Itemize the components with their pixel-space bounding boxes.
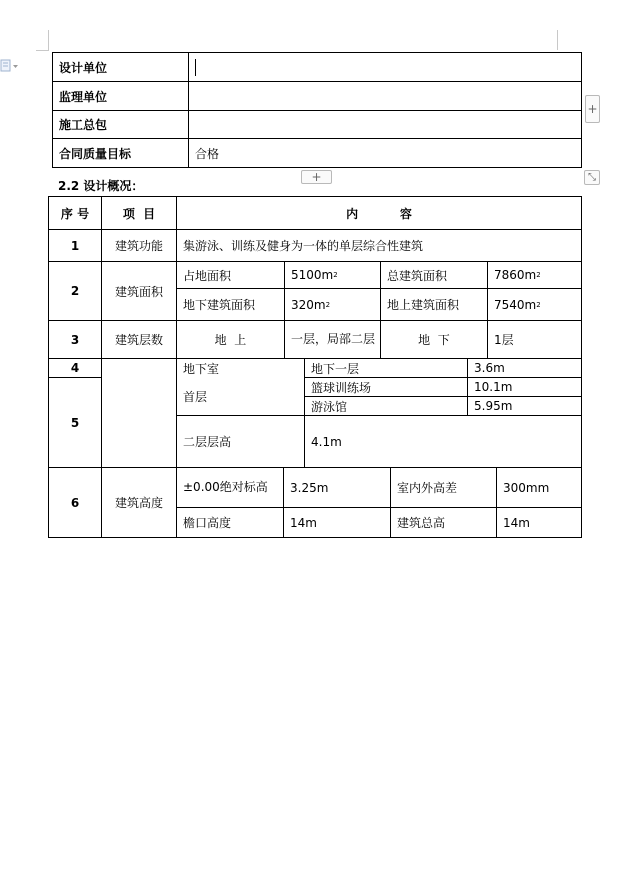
supervision-unit-field[interactable] xyxy=(189,82,581,110)
total-height-label: 建筑总高 xyxy=(397,516,446,530)
general-contractor-label: 施工总包 xyxy=(59,118,108,132)
header-content: 内 容 xyxy=(346,206,412,221)
indoor-outdoor-diff-value: 300mm xyxy=(503,480,550,495)
page-margin-guide-left xyxy=(48,30,49,50)
row2-no: 2 xyxy=(70,284,80,298)
above-ground-value: 一层，局部二层 xyxy=(291,332,376,346)
total-area-label: 总建筑面积 xyxy=(387,268,448,283)
basement-floor: 地下一层 xyxy=(311,361,360,376)
header-item: 项 目 xyxy=(122,206,156,221)
pool-label: 游泳馆 xyxy=(311,399,348,414)
indoor-outdoor-diff-label: 室内外高差 xyxy=(397,481,458,495)
training-court-height: 10.1m xyxy=(474,380,513,394)
quality-target-label: 合同质量目标 xyxy=(59,146,132,161)
design-unit-field[interactable] xyxy=(189,53,581,81)
absolute-elevation-value: 3.25m xyxy=(290,480,329,495)
land-area-label: 占地面积 xyxy=(183,268,232,283)
row1-no: 1 xyxy=(70,238,80,253)
row3-no: 3 xyxy=(70,332,80,347)
aboveground-area-label: 地上建筑面积 xyxy=(387,298,460,312)
add-column-button[interactable]: + xyxy=(585,95,600,123)
first-floor-label: 首层 xyxy=(183,390,208,404)
page-margin-guide-right xyxy=(557,30,558,50)
pool-height: 5.95m xyxy=(474,399,513,413)
row3-item: 建筑层数 xyxy=(114,333,163,347)
aboveground-area-value: 7540m 2 xyxy=(494,297,541,312)
absolute-elevation-label: ±0.00绝对标高 xyxy=(183,480,268,494)
underground-area-label: 地下建筑面积 xyxy=(183,298,256,312)
training-court-label: 篮球训练场 xyxy=(311,380,372,395)
row6-no: 6 xyxy=(70,495,80,510)
document-options-icon[interactable] xyxy=(0,58,20,72)
general-contractor-field[interactable] xyxy=(189,111,581,138)
second-floor-height: 4.1m xyxy=(311,434,342,449)
table-resize-handle[interactable]: ⤡ xyxy=(584,170,600,185)
row2-item: 建筑面积 xyxy=(114,284,163,299)
eave-height-label: 檐口高度 xyxy=(183,516,232,530)
total-height-value: 14m xyxy=(503,515,530,530)
total-area-value: 7860m 2 xyxy=(494,268,541,282)
design-unit-label: 设计单位 xyxy=(59,60,108,75)
underground-area-value: 320m 2 xyxy=(291,297,331,312)
eave-height-value: 14m xyxy=(290,515,317,530)
basement-height: 3.6m xyxy=(474,361,505,375)
section-heading: 2.2 设计概况： xyxy=(58,179,144,193)
add-row-button[interactable]: + xyxy=(301,170,332,184)
text-cursor xyxy=(195,59,196,76)
row5-no: 5 xyxy=(70,415,80,430)
above-ground-label: 地 上 xyxy=(214,333,247,347)
land-area-value: 5100m 2 xyxy=(291,268,338,282)
row1-item: 建筑功能 xyxy=(114,239,163,253)
row6-item: 建筑高度 xyxy=(114,496,163,510)
row1-content: 集游泳、训练及健身为一体的单层综合性建筑 xyxy=(183,239,424,253)
page-margin-guide-top xyxy=(36,50,49,51)
quality-target-field[interactable]: 合格 xyxy=(195,146,220,161)
below-ground-label: 地 下 xyxy=(418,333,450,347)
supervision-unit-label: 监理单位 xyxy=(59,89,108,104)
basement-label: 地下室 xyxy=(183,361,220,376)
header-no: 序 号 xyxy=(60,206,90,221)
second-floor-label: 二层层高 xyxy=(183,435,232,449)
row4-no: 4 xyxy=(70,361,80,375)
below-ground-value: 1层 xyxy=(494,333,514,347)
